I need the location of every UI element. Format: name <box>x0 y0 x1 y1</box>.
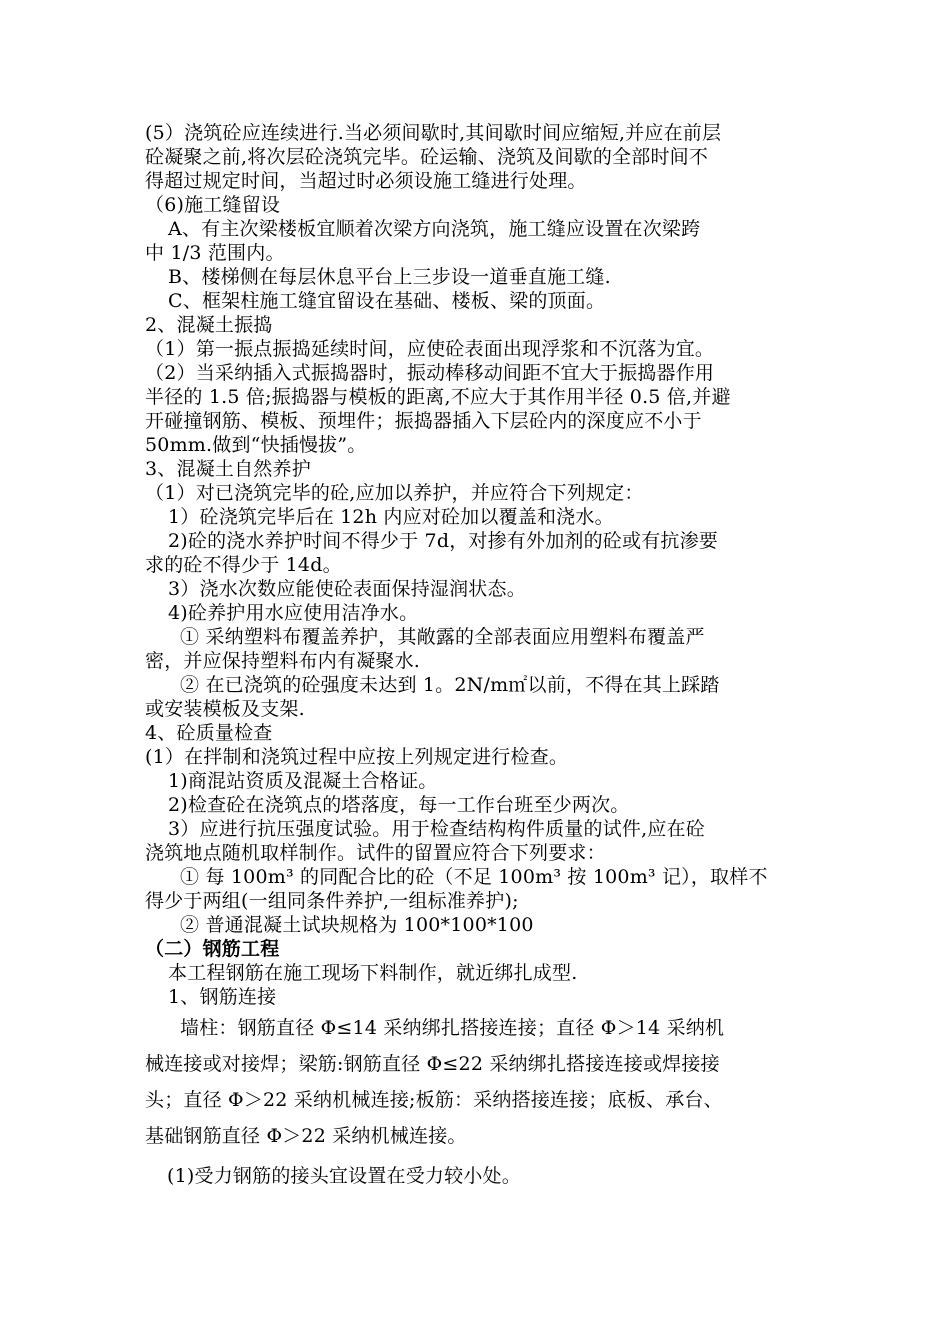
text-line: 密，并应保持塑料布内有凝聚水. <box>145 650 421 672</box>
text-line: 4)砼养护用水应使用洁净水。 <box>168 602 419 624</box>
text-line: (5）浇筑砼应连续进行.当必须间歇时,其间歇时间应缩短,并应在前层 <box>145 122 722 144</box>
text-line: 砼凝聚之前,将次层砼浇筑完毕。砼运输、浇筑及间歇的全部时间不 <box>145 146 709 168</box>
text-line: B、楼梯侧在每层休息平台上三步设一道垂直施工缝. <box>168 266 611 288</box>
text-line: 2)检查砼在浇筑点的塔落度，每一工作台班至少两次。 <box>168 794 630 816</box>
text-line: ① 采纳塑料布覆盖养护，其敞露的全部表面应用塑料布覆盖严 <box>180 626 705 648</box>
section-heading: 4、砼质量检查 <box>145 722 273 744</box>
text-line: 求的砼不得少于 14d。 <box>145 554 342 576</box>
text-line: 中 1/3 范围内。 <box>145 242 285 264</box>
text-line: 1)商混站资质及混凝土合格证。 <box>168 770 438 792</box>
text-line: 基础钢筋直径 Φ＞22 采纳机械连接。 <box>145 1125 467 1147</box>
text-line: ② 普通混凝土试块规格为 100*100*100 <box>180 914 534 936</box>
section-heading: 1、钢筋连接 <box>168 986 277 1008</box>
text-line: 1）砼浇筑完毕后在 12h 内应对砼加以覆盖和浇水。 <box>168 506 614 528</box>
text-line: (1）在拌制和浇筑过程中应按上列规定进行检查。 <box>145 746 569 768</box>
text-line: 开碰撞钢筋、模板、预埋件；振捣器插入下层砼内的深度应不小于 <box>145 410 702 432</box>
text-line: (1)受力钢筋的接头宜设置在受力较小处。 <box>167 1165 521 1187</box>
text-line: （1）对已浇筑完毕的砼,应加以养护，并应符合下列规定： <box>145 482 644 504</box>
text-line: 得超过规定时间，当超过时必须设施工缝进行处理。 <box>145 170 587 192</box>
text-line: 3）浇水次数应能使砼表面保持湿润状态。 <box>168 578 526 600</box>
text-line: 50mm.做到“快插慢拔”。 <box>145 434 367 456</box>
text-line: 3）应进行抗压强度试验。用于检查结构构件质量的试件,应在砼 <box>168 818 705 840</box>
text-line: 半径的 1.5 倍;振捣器与模板的距离,不应大于其作用半径 0.5 倍,并避 <box>145 386 731 408</box>
text-line: （6)施工缝留设 <box>145 194 281 216</box>
text-line: ① 每 100m³ 的同配合比的砼（不足 100m³ 按 100m³ 记），取样不 <box>180 866 768 888</box>
text-line: 本工程钢筋在施工现场下料制作，就近绑扎成型. <box>168 962 578 984</box>
text-line: ② 在已浇筑的砼强度未达到 1。2N/m㎡以前，不得在其上踩踏 <box>180 674 720 696</box>
chapter-heading: （二）钢筋工程 <box>145 938 280 960</box>
text-line: （1）第一振点振捣延续时间，应使砼表面出现浮浆和不沉落为宜。 <box>145 338 715 360</box>
text-line: （2）当采纳插入式振捣器时，振动棒移动间距不宜大于振捣器作用 <box>145 362 715 384</box>
text-line: 墙柱：钢筋直径 Φ≤14 采纳绑扎搭接连接；直径 Φ＞14 采纳机 <box>180 1017 725 1039</box>
text-line: A、有主次梁楼板宜顺着次梁方向浇筑，施工缝应设置在次梁跨 <box>168 218 701 240</box>
text-line: 或安装模板及支架. <box>145 698 305 720</box>
text-line: 2)砼的浇水养护时间不得少于 7d，对掺有外加剂的砼或有抗渗要 <box>168 530 718 552</box>
section-heading: 3、混凝土自然养护 <box>145 458 311 480</box>
section-heading: 2、混凝土振捣 <box>145 314 273 336</box>
text-line: 浇筑地点随机取样制作。试件的留置应符合下列要求： <box>145 842 606 864</box>
text-line: C、框架柱施工缝宜留设在基础、楼板、梁的顶面。 <box>168 290 606 312</box>
text-line: 械连接或对接焊；梁筋:钢筋直径 Φ≤22 采纳绑扎搭接连接或焊接接 <box>145 1053 720 1075</box>
text-line: 头；直径 Φ＞22 采纳机械连接;板筋：采纳搭接连接；底板、承台、 <box>145 1089 723 1111</box>
text-line: 得少于两组(一组同条件养护,一组标准养护); <box>145 890 519 912</box>
